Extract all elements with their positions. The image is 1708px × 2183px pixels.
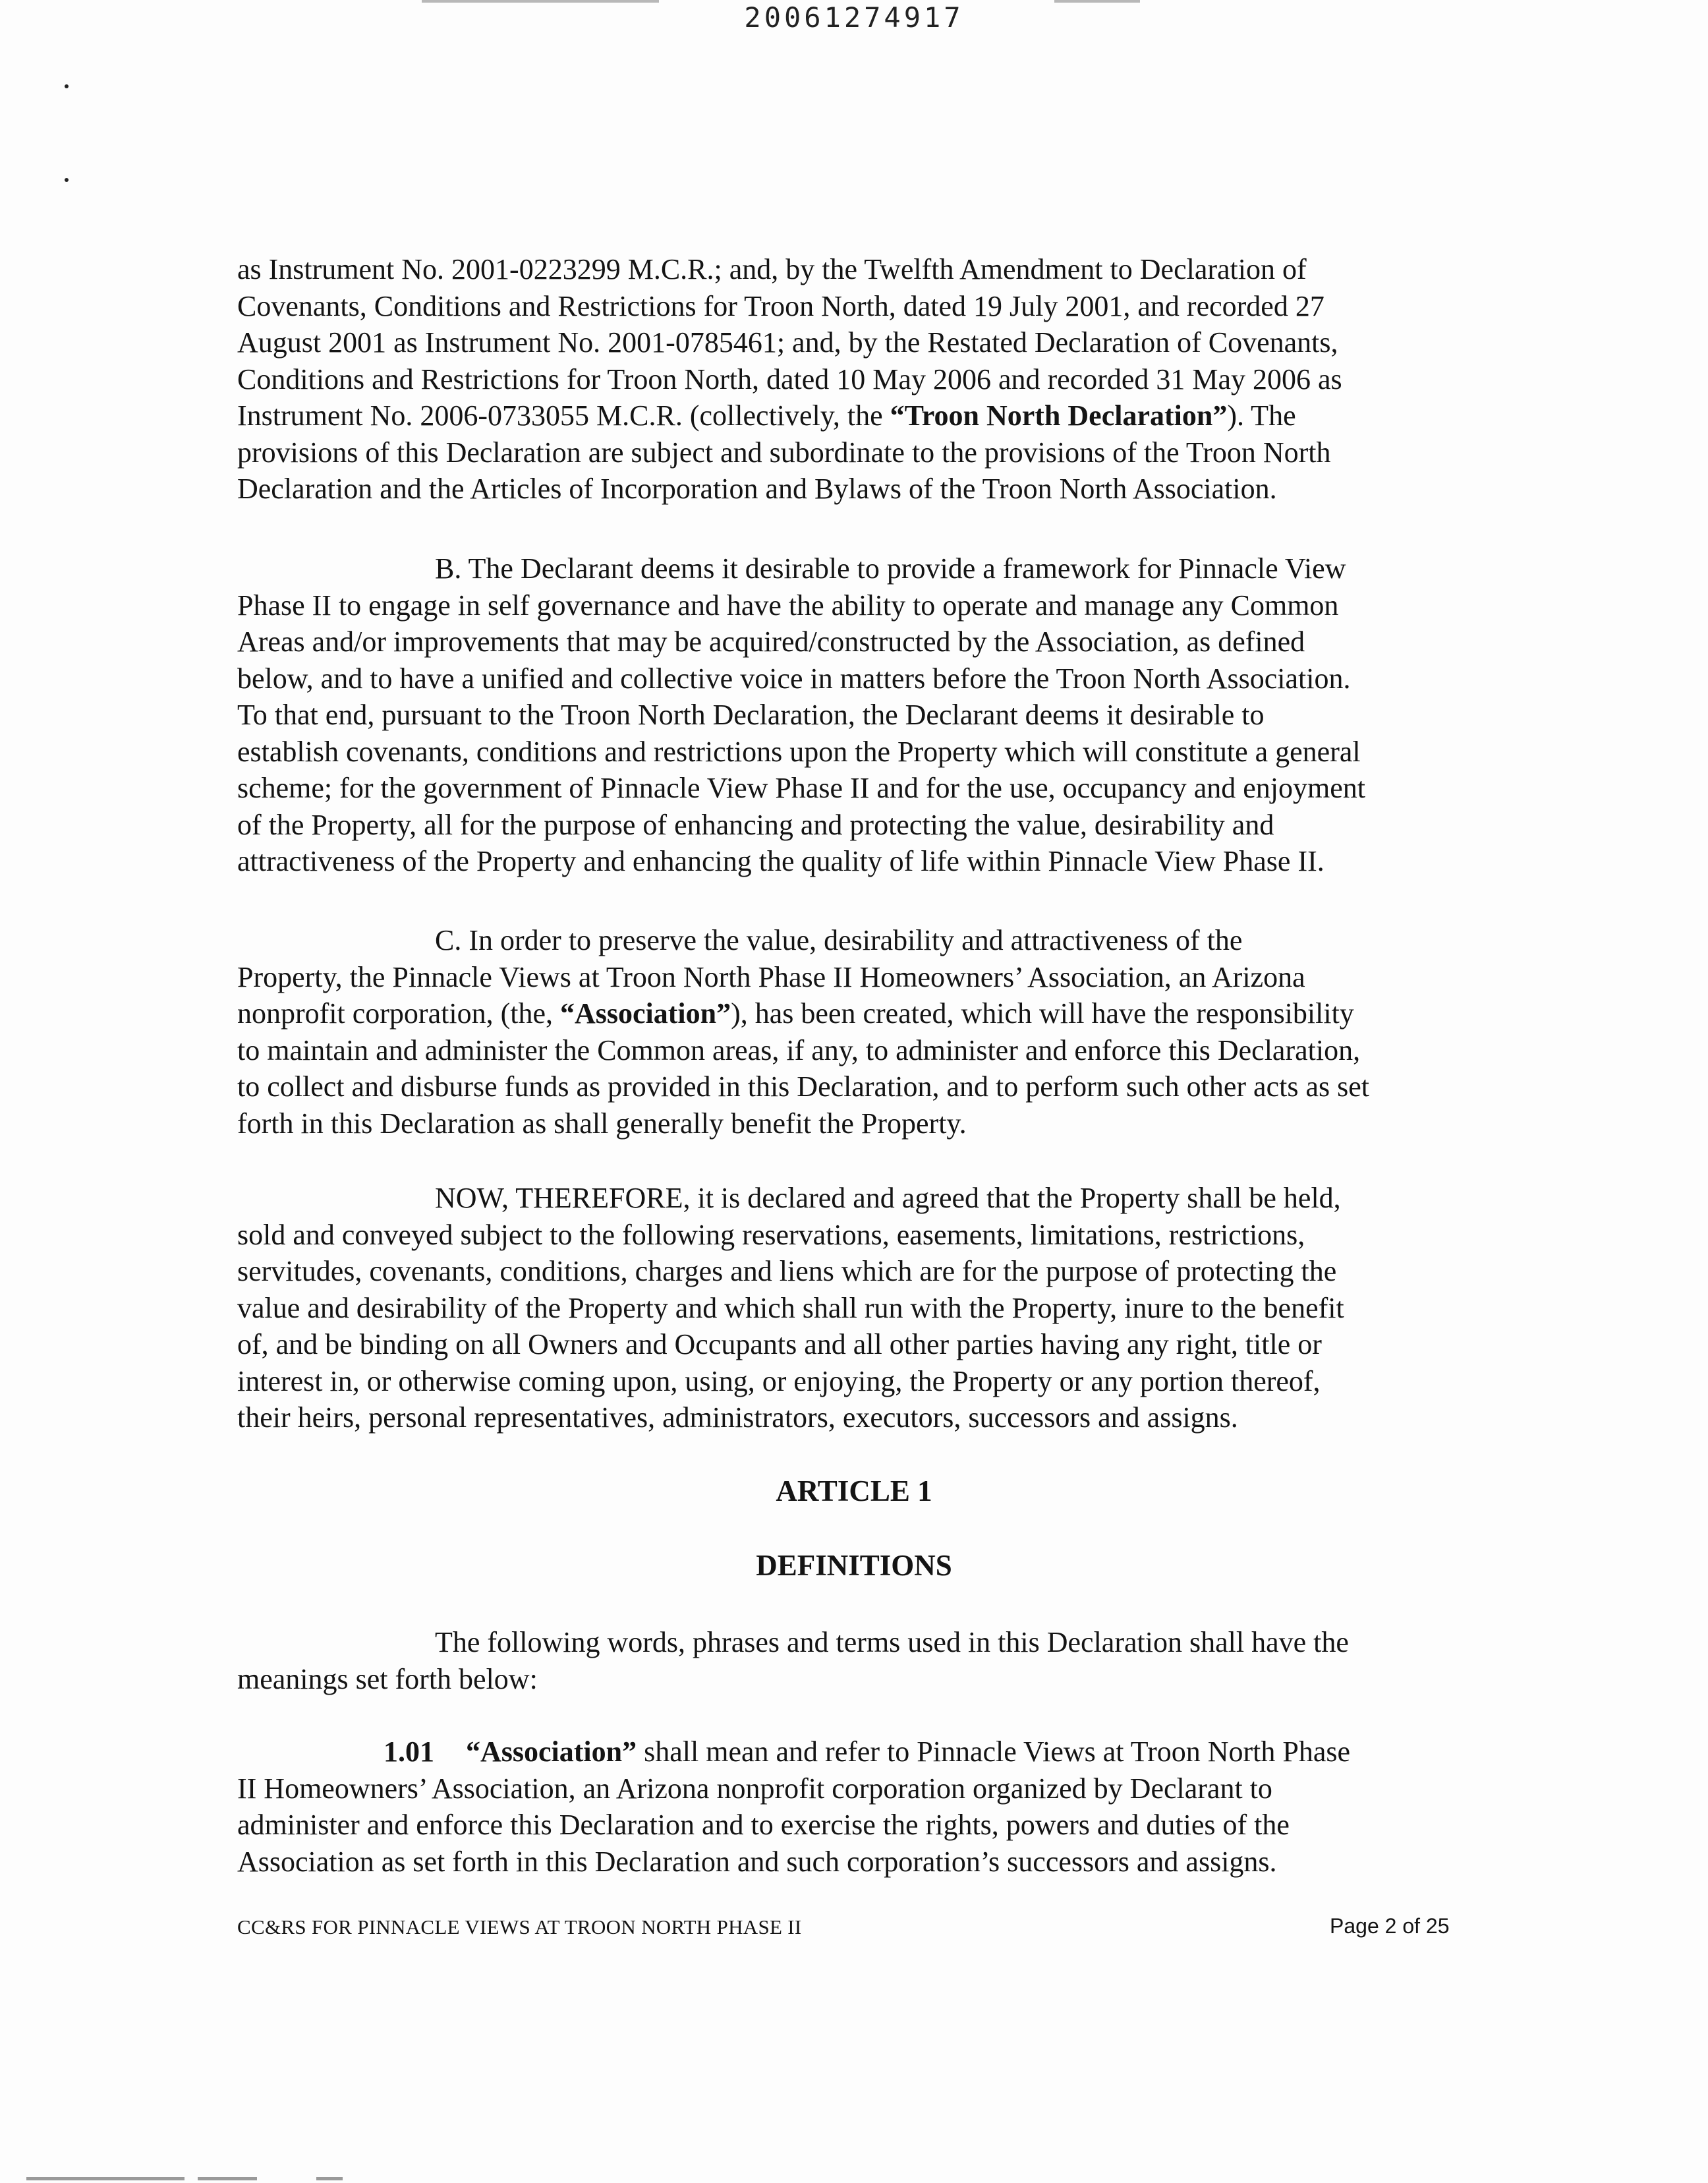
text-line [237,1180,1463,1217]
section-number: 1.01 [384,1735,434,1768]
text-line: Property, the Pinnacle Views at Troon North Phase II Homeowners’ Association, an Arizona [237,960,1305,993]
text-line: value and desirability of the Property and which shall run with the Property, inure to the benefit [237,1291,1344,1324]
paragraph-now-therefore [237,1180,1463,1436]
text-run: shall mean and refer to Pinnacle Views at Troon North Phase [637,1735,1351,1768]
text-line: of the Property, all for the purpose of enhancing and protecting the value, desirability and [237,808,1274,841]
text-line [237,922,1463,959]
text-line: to collect and disburse funds as provided in this Declaration, and to perform such other acts as set [237,1070,1369,1103]
text-line: interest in, or otherwise coming upon, using, or enjoying, the Property or any portion thereof, [237,1364,1321,1397]
text-line: Conditions and Restrictions for Troon North, dated 10 May 2006 and recorded 31 May 2006 as [237,363,1342,395]
text-line: Covenants, Conditions and Restrictions for Troon North, dated 19 July 2001, and recorded 27 [237,289,1324,322]
scan-artifact [198,2177,257,2180]
article-number: ARTICLE 1 [776,1474,932,1507]
text-line: below, and to have a unified and collective voice in matters before the Troon North Association. [237,662,1351,695]
paragraph-definitions-intro [237,1624,1463,1697]
paragraph-b [237,550,1463,880]
footer-document-title: CC&RS FOR PINNACLE VIEWS AT TROON NORTH PHASE II [237,1915,802,1938]
text-line: of, and be binding on all Owners and Occupants and all other parties having any right, title or [237,1328,1322,1360]
text-line [237,1733,1463,1770]
scan-artifact [65,84,69,88]
text-run: ). The [1227,399,1296,432]
text-line: meanings set forth below: [237,1662,538,1695]
text-line: their heirs, personal representatives, administrators, executors, successors and assigns. [237,1401,1238,1434]
text-line: administer and enforce this Declaration and to exercise the rights, powers and duties of the [237,1809,1290,1841]
text-line: establish covenants, conditions and restrictions upon the Property which will constitute a general [237,735,1361,768]
text-line: servitudes, covenants, conditions, charges and liens which are for the purpose of protecting the [237,1255,1337,1287]
recording-number: 20061274917 [744,1,964,34]
article-title: DEFINITIONS [756,1549,952,1582]
defined-term: “Association” [466,1735,637,1768]
text-line [237,397,1463,434]
text-line: August 2001 as Instrument No. 2001-0785461; and, by the Restated Declaration of Covenants, [237,326,1338,359]
footer-page-number: Page 2 of 25 [1330,1914,1450,1938]
defined-term: “Troon North Declaration” [890,399,1228,432]
text-line [237,550,1463,587]
text-line: forth in this Declaration as shall generally benefit the Property. [237,1107,967,1140]
text-run: C. In order to preserve the value, desirability and attractiveness of the [435,924,1243,956]
text-run: Instrument No. 2006-0733055 M.C.R. (collectively, the [237,399,890,432]
text-line: as Instrument No. 2001-0223299 M.C.R.; and, by the Twelfth Amendment to Declaration of [237,253,1307,285]
text-line [237,1624,1463,1661]
text-run: The following words, phrases and terms used in this Declaration shall have the [435,1626,1349,1658]
text-line: To that end, pursuant to the Troon North Declaration, the Declarant deems it desirable to [237,699,1265,731]
text-line: II Homeowners’ Association, an Arizona nonprofit corporation organized by Declarant to [237,1772,1272,1805]
text-line [237,995,1463,1032]
text-line: Association as set forth in this Declaration and such corporation’s successors and assigns. [237,1845,1277,1878]
paragraph-intro [237,251,1463,508]
text-run: NOW, THEREFORE, it is declared and agreed that the Property shall be held, [435,1182,1341,1214]
text-run: ), has been created, which will have the responsibility [731,997,1354,1030]
text-line: attractiveness of the Property and enhancing the quality of life within Pinnacle View Phase II. [237,845,1324,877]
text-line: Phase II to engage in self governance and have the ability to operate and manage any Common [237,589,1339,622]
text-line: Areas and/or improvements that may be acquired/constructed by the Association, as defined [237,626,1305,658]
scan-artifact [65,178,69,182]
text-line: scheme; for the government of Pinnacle View Phase II and for the use, occupancy and enjoyment [237,772,1365,804]
defined-term: “Association” [559,997,731,1030]
text-line: Declaration and the Articles of Incorporation and Bylaws of the Troon North Association. [237,473,1277,505]
text-line: sold and conveyed subject to the following reservations, easements, limitations, restrictions, [237,1218,1305,1251]
text-run: B. The Declarant deems it desirable to provide a framework for Pinnacle View [435,552,1346,585]
text-run: nonprofit corporation, (the, [237,997,560,1030]
text-line: provisions of this Declaration are subject and subordinate to the provisions of the Troon North [237,436,1331,469]
definition-1-01 [237,1733,1463,1880]
paragraph-c [237,922,1463,1142]
scan-artifact [26,2177,185,2180]
scan-artifact [316,2177,343,2180]
text-line: to maintain and administer the Common areas, if any, to administer and enforce this Declaration, [237,1033,1361,1066]
